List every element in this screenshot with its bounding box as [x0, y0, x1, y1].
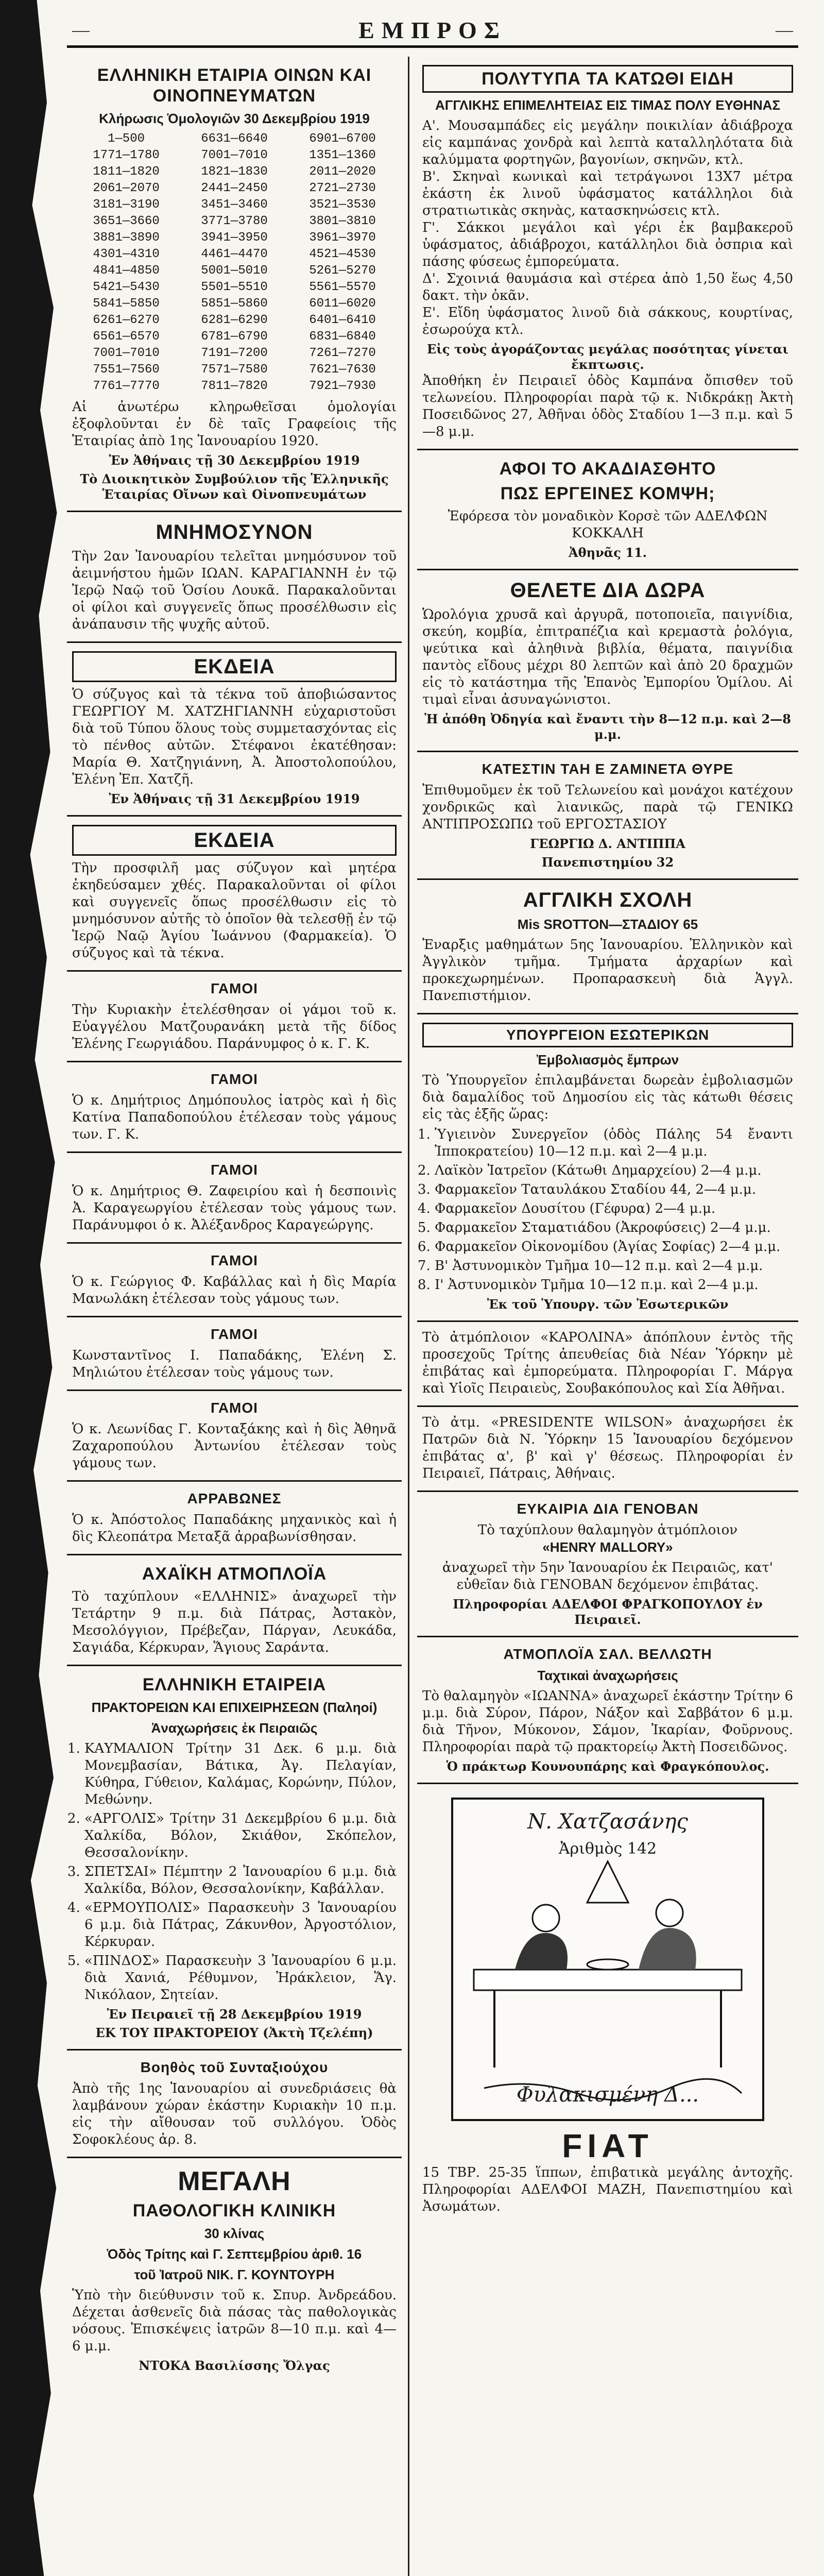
memorial-text: Τὴν 2αν Ἰανουαρίου τελεῖται μνημόσυνον τοῦ ἀειμνήστου ἡμῶν ΙΩΑΝ. ΚΑΡΑΓΙΑΝΝΗ ἐν τῷ Ἱερῷ Ναῷ τοῦ Ὁσίου Λουκᾶ. Παρακαλοῦνται οἱ φίλοι καὶ συγγενεῖς ὅπως προσέλθωσιν εἰς ἀνάπαυσιν τῆς ψυχῆς αὐτοῦ. — [72, 549, 397, 632]
bond-range: 5561—5570 — [309, 280, 376, 294]
bond-range: 2061—2070 — [93, 181, 160, 195]
engagement-text: Ὁ κ. Ἀπόστολος Παπαδάκης μηχανικὸς καὶ ἡ δὶς Κλεοπάτρα Μεταξᾶ ἀρραβωνίσθησαν. — [72, 1512, 397, 1545]
wedding-text: Ὁ κ. Γεώργιος Φ. Καβάλλας καὶ ἡ δὶς Μαρία Μανωλάκη ἐτέλεσαν τοὺς γάμους των. — [72, 1274, 397, 1307]
bond-range: 7761—7770 — [93, 379, 160, 393]
bond-range: 2441—2450 — [201, 181, 268, 195]
left-column — [67, 57, 402, 2576]
wine-board: Τὸ Διοικητικὸν Συμβούλιον τῆς Ἑλληνικῆς Ἑταιρίας Οἴνων καὶ Οἰνοπνευμάτων — [80, 471, 389, 502]
masthead — [67, 15, 798, 48]
corset-ad — [417, 450, 798, 570]
death-title: ΕΚΔΕΙΑ — [72, 651, 397, 682]
bond-range: 6631—6640 — [201, 132, 268, 146]
gifts-address: Ἡ ἀπόθη Ὀδηγία καὶ ἔναντι τὴν 8—12 π.μ. καὶ 2—8 μ.μ. — [424, 711, 791, 742]
wedding-text: Τὴν Κυριακὴν ἐτελέσθησαν οἱ γάμοι τοῦ κ. Εὐαγγέλου Ματζουρανάκη μετὰ τῆς δίδος Ἑλένης Γεωργιάδου. Παράνυμφος ὁ κ. Γ. Κ. — [72, 1002, 397, 1052]
wedding-notice — [67, 1062, 402, 1153]
cellars-text: Ἐπιθυμοῦμεν ἐκ τοῦ Τελωνείου καὶ μονάχοι κατέχουν χονδρικῶς καὶ λιανικῶς, παρὰ τῷ ΓΕΝΙΚΩ ΑΝΤΙΠΡΟΣΩΠΩ τοῦ ΕΡΓΟΣΤΑΣΙΟΥ — [422, 783, 793, 832]
hellenic-agency: ΕΚ ΤΟΥ ΠΡΑΚΤΟΡΕΙΟΥ (Ἀκτὴ Τζελέπη) — [95, 2025, 373, 2040]
corset-subtitle: ΠΩΣ ΕΡΓΕΙΝΕΣ ΚΟΜΨΗ; — [500, 484, 715, 503]
bond-row — [72, 329, 397, 345]
bond-range: 7621—7630 — [309, 363, 376, 377]
bond-range: 6281—6290 — [201, 313, 268, 327]
wedding-title: ΓΑΜΟΙ — [211, 1071, 258, 1087]
gifts-title: ΘΕΛΕΤΕ ΔΙΑ ΔΩΡΑ — [510, 579, 706, 602]
bond-range: 4461—4470 — [201, 247, 268, 261]
carpets-title: ΠΟΛΥΤΥΠΑ ΤΑ ΚΑΤΩΘΙ ΕΙΔΗ — [422, 65, 793, 93]
ministry-sign: Ἐκ τοῦ Ὑπουργ. τῶν Ἐσωτερικῶν — [487, 1297, 729, 1312]
achaiki-title: ΑΧΑΪΚΗ ΑΤΜΟΠΛΟΪΑ — [142, 1564, 327, 1584]
fiat-ad — [417, 1784, 798, 2224]
pensioner-title: Βοηθὸς τοῦ Συνταξιούχου — [140, 2059, 329, 2075]
wine-note: Αἱ ἀνωτέρω κληρωθεῖσαι ὁμολογίαι ἐξοφλοῦνται ἐν δὲ ταῖς Γραφείοις τῆς Ἑταιρίας ἀπὸ 1ης Ἰανουαρίου 1920. — [72, 399, 397, 449]
bond-range: 4521—4530 — [309, 247, 376, 261]
genoa-agent: Πληροφορίαι ΑΔΕΛΦΟΙ ΦΡΑΓΚΟΠΟΥΛΟΥ ἐν Πειραιεῖ. — [453, 1597, 763, 1627]
vaccination-item: 4. Φαρμακεῖον Δουσίτου (Γέφυρα) 2—4 μ.μ. — [435, 1200, 793, 1217]
hellenic-agencies-ad — [67, 1666, 402, 2050]
bellot-steamship-ad — [417, 1637, 798, 1784]
memorial-title: ΜΝΗΜΟΣΥΝΟΝ — [156, 521, 313, 544]
fiat-title: FIAT — [562, 2127, 654, 2164]
wedding-notice — [67, 1244, 402, 1317]
carpets-item: Γ'. Σάκκοι μεγάλοι καὶ γέρι ἐκ βαμβακεροῦ ὑφάσματος, ἀδιάβροχοι, κατάλληλοι διὰ ὀσπρια καὶ πάσης φύσεως ἐμπορεύματα. — [422, 220, 793, 269]
bond-row — [72, 197, 397, 213]
carpets-subtitle: ΑΓΓΛΙΚΗΣ ΕΠΙΜΕΛΗΤΕΙΑΣ ΕΙΣ ΤΙΜΑΣ ΠΟΛΥ ΕΥΘΗΝΑΣ — [435, 97, 781, 113]
genoa-title: ΕΥΚΑΙΡΙΑ ΔΙΑ ΓΕΝΟΒΑΝ — [517, 1501, 699, 1517]
bond-range: 7571—7580 — [201, 363, 268, 377]
bond-range: 6261—6270 — [93, 313, 160, 327]
carpets-item: Α'. Μουσαμπάδες εἰς μεγάλην ποικιλίαν ἀδιάβροχα εἰς καμπάνας χονδρὰ καὶ λεπτὰ καταλληλότατα διὰ καλύμματα φορτηγῶν, βαγονίων, σκηνῶν, κτλ. — [422, 118, 793, 167]
bond-range: 6561—6570 — [93, 330, 160, 344]
column-divider — [408, 57, 409, 2576]
fiat-illustration — [451, 1798, 764, 2121]
corset-text: Ἐφόρεσα τὸν μοναδικὸν Κορσὲ τῶν ΑΔΕΛΦΩΝ ΚΟΚΚΑΛΗ — [448, 509, 768, 541]
vaccination-item: 3. Φαρμακεῖον Ταταυλάκου Σταδίου 44, 2—4 μ.μ. — [435, 1181, 793, 1198]
cellars-sign: ΓΕΩΡΓΙΩ Δ. ΑΝΤΙΠΠΑ — [530, 836, 685, 851]
bond-row — [72, 147, 397, 164]
bond-range: 1—500 — [107, 132, 145, 146]
clinic-subtitle: ΠΑΘΟΛΟΓΙΚΗ ΚΛΙΝΙΚΗ — [132, 2201, 336, 2221]
bond-row — [72, 164, 397, 180]
bellot-text: Τὸ θαλαμηγὸν «ΙΩΑΝΝΑ» ἀναχωρεῖ ἑκάστην Τρίτην 6 μ.μ. διὰ Σύρον, Πάρον, Νάξον καὶ Σαββάτον 6 μ.μ. διὰ Τῆνον, Μύκονον, Σάμον, Ἰκαρίαν, Φοῦρνους. Πληροφορίαι παρὰ τῷ πρακτορείῳ Ἀκτὴ Ποσειδῶνος. — [422, 1688, 793, 1755]
vaccination-item: 6. Φαρμακεῖον Οἰκονομίδου (Ἀγίας Σοφίας) 2—4 μ.μ. — [435, 1239, 793, 1256]
bond-row — [72, 263, 397, 279]
achaiki-steamship-ad — [67, 1555, 402, 1666]
wedding-title: ΓΑΜΟΙ — [211, 1162, 258, 1178]
bond-row — [72, 296, 397, 312]
wilson-ad — [417, 1407, 798, 1492]
bond-range: 3521—3530 — [309, 198, 376, 212]
clinic-title: ΜΕΓΑΛΗ — [178, 2166, 291, 2196]
bond-range: 5421—5430 — [93, 280, 160, 294]
genoa-text: Τὸ ταχύπλουν θαλαμηγὸν ἀτμόπλοιον — [477, 1522, 738, 1538]
wedding-notice — [67, 1391, 402, 1482]
departure-item: 4. «ΕΡΜΟΥΠΟΛΙΣ» Παρασκευὴν 3 Ἰανουαρίου 6 μ.μ. διὰ Πάτρας, Ζάκυνθον, Ἀργοστόλιον, Κέρκυραν. — [84, 1900, 397, 1951]
corset-address: Ἀθηνᾶς 11. — [569, 545, 647, 560]
masthead-title: ΕΜΠΡΟΣ — [358, 17, 507, 43]
wedding-title: ΓΑΜΟΙ — [211, 1252, 258, 1268]
bond-range: 5501—5510 — [201, 280, 268, 294]
death-notice — [67, 643, 402, 817]
english-school-ad — [417, 880, 798, 1014]
genoa-detail: ἀναχωρεῖ τὴν 5ην Ἰανουαρίου ἐκ Πειραιῶς, κατ' εὐθεῖαν διὰ ΓΕΝΟΒΑΝ δεχόμενον ἐπιβάτας. — [442, 1560, 773, 1592]
engagement-notice — [67, 1482, 402, 1555]
bond-row — [72, 230, 397, 246]
cellars-address: Πανεπιστημίου 32 — [541, 855, 674, 870]
bond-range: 2721—2730 — [309, 181, 376, 195]
wedding-text: Ὁ κ. Λεωνίδας Γ. Κονταξάκης καὶ ἡ δὶς Ἀθηνᾶ Ζαχαροπούλου Ἀντωνίου ἐτέλεσαν τοὺς γάμους των. — [72, 1421, 397, 1471]
wedding-title: ΓΑΜΟΙ — [211, 1400, 258, 1416]
vaccination-item: 1. Ὑγιεινὸν Συνεργεῖον (ὁδὸς Πάλης 54 ἔναντι Ἰπποκρατείου) 10—12 π.μ. καὶ 2—4 μ.μ. — [435, 1126, 793, 1160]
bond-range: 7191—7200 — [201, 346, 268, 360]
departure-item: 2. «ΑΡΓΟΛΙΣ» Τρίτην 31 Δεκεμβρίου 6 μ.μ. διὰ Χαλκίδα, Βόλον, Σκιάθον, Σκόπελον, Θεσσαλονίκην. — [84, 1810, 397, 1861]
clinic-director: τοῦ Ἰατροῦ ΝΙΚ. Γ. ΚΟΥΝΤΟΥΡΗ — [134, 2267, 335, 2282]
departure-list — [72, 1740, 397, 2004]
bond-range: 5001—5010 — [201, 264, 268, 278]
wedding-text: Κωνσταντῖνος Ι. Παπαδάκης, Ἑλένη Σ. Μηλιώτου ἐτέλεσαν τοὺς γάμους των. — [72, 1348, 397, 1380]
fiat-text: 15 ΤΒΡ. 25-35 ἵππων, ἐπιβατικὰ μεγάλης ἀντοχῆς. Πληροφορίαι ΑΔΕΛΦΟΙ ΜΑΖΗ, Πανεπιστημίου καὶ Ἀσωμάτων. — [422, 2165, 793, 2214]
hellenic-title: ΕΛΛΗΝΙΚΗ ΕΤΑΙΡΕΙΑ — [142, 1675, 327, 1694]
bond-range: 5841—5850 — [93, 297, 160, 311]
carpets-item: Δ'. Σχοινιά θαυμάσια καὶ στέρεα ἀπὸ 1,50 ἕως 4,50 δακτ. τὴν ὀκᾶν. — [422, 271, 793, 303]
bond-range: 3451—3460 — [201, 198, 268, 212]
ministry-text: Τὸ Ὑπουργεῖον ἐπιλαμβάνεται δωρεὰν ἐμβολιασμῶν διὰ δαμαλίδος τοῦ Δημοσίου εἰς τὰς κάτωθι θέσεις εἰς τὰς ἑξῆς ὥρας: — [422, 1073, 793, 1122]
bond-row — [72, 345, 397, 362]
bond-range: 3941—3950 — [201, 231, 268, 245]
carpets-store: Ἀποθήκη ἐν Πειραιεῖ ὁδὸς Καμπάνα ὄπισθεν τοῦ τελωνείου. Πληροφορίαι παρὰ τῷ κ. Νιδκράκῃ Ἀκτὴ Ποσειδῶνος 27, Ἀθῆναι ὁδὸς Σταδίου 1—3 π.μ. καὶ 5—8 μ.μ. — [422, 373, 793, 439]
school-teacher: Mis SROTTON—ΣΤΑΔΙΟΥ 65 — [517, 917, 698, 932]
right-column — [417, 57, 798, 2576]
bond-range: 7921—7930 — [309, 379, 376, 393]
bond-range: 1811—1820 — [93, 165, 160, 179]
bond-range: 6901—6700 — [309, 132, 376, 146]
death-notice — [67, 817, 402, 972]
wedding-title: ΓΑΜΟΙ — [211, 1326, 258, 1342]
bond-range: 1821—1830 — [201, 165, 268, 179]
carpets-item: Β'. Σκηναὶ κωνικαὶ καὶ τετράγωνοι 13Χ7 μέτρα ἐκάστη ἐκ λινοῦ ὑφάσματος κατάλληλοι διὰ στρατιωτικὰς σκηνὰς, κατασκηνώσεις κτλ. — [422, 169, 793, 218]
karolina-text: Τὸ ἀτμόπλοιον «ΚΑΡΟΛΙΝΑ» ἀπόπλουν ἐντὸς τῆς προσεχοῦς Τρίτης ἀπευθείας διὰ Νέαν Ὑόρκην μὲ ἐπιβάτας καὶ ἐμπορεύματα. Πληροφορίαι Γ. Μάργα καὶ Υἱοῖς Πειραιεὺς, Σουβακόπουλος καὶ Σία Ἀθῆναι. — [422, 1330, 793, 1396]
wedding-notice — [67, 1317, 402, 1391]
clinic-beds: 30 κλίνας — [204, 2226, 265, 2241]
bond-row — [72, 362, 397, 378]
wedding-notice — [67, 972, 402, 1062]
vaccination-list — [422, 1126, 793, 1294]
bellot-extra: Ὁ πράκτωρ Κουνουπάρης καὶ Φραγκόπουλος. — [446, 1759, 769, 1774]
cellars-ad — [417, 752, 798, 880]
departure-item: 1. ΚΑΥΜΑΛΙΟΝ Τρίτην 31 Δεκ. 6 μ.μ. διὰ Μονεμβασίαν, Βάτικα, Ἀγ. Πελαγίαν, Κύθηρα, Γύθειον, Καλάμας, Κορώνην, Πύλον, Μεθώνην. — [84, 1740, 397, 1808]
death-text: Ὁ σύζυγος καὶ τὰ τέκνα τοῦ ἀποβιώσαντος ΓΕΩΡΓΙΟΥ Μ. ΧΑΤΖΗΓΙΑΝΝΗ εὐχαριστοῦσι διὰ τοῦ Τύπου ὅλους τοὺς συμμετασχόντας εἰς τὸ πένθος αὐτῶν. Στέφανοι ἐκατέθησαν: Μαρία Θ. Χατζηγιάννη, Ἀ. Ἀποστολοπούλου, Ἐλένη Ἐπ. Χατζῆ. — [72, 687, 397, 787]
bond-range: 6831—6840 — [309, 330, 376, 344]
pensioner-notice — [67, 2050, 402, 2158]
illustration-caption: Φυλακισμένη Δ... — [516, 2083, 699, 2107]
ministry-title: ΥΠΟΥΡΓΕΙΟΝ ΕΣΩΤΕΡΙΚΩΝ — [422, 1023, 793, 1047]
death-place: Ἐν Ἀθήναις τῇ 31 Δεκεμβρίου 1919 — [109, 791, 360, 806]
wedding-text: Ὁ κ. Δημήτριος Θ. Ζαφειρίου καὶ ἡ δεσποινὶς Ἀ. Καραγεωργίου ἐτέλεσαν τοὺς γάμους των. Παράνυμφοι ὁ κ. Ἀλέξανδρος Καραγεώργης. — [72, 1183, 397, 1233]
engagement-title: ΑΡΡΑΒΩΝΕΣ — [187, 1490, 282, 1506]
carpets-ad — [417, 57, 798, 450]
hellenic-date: Ἐν Πειραιεῖ τῇ 28 Δεκεμβρίου 1919 — [107, 2007, 362, 2022]
bond-range: 3651—3660 — [93, 214, 160, 228]
karolina-ad — [417, 1322, 798, 1407]
gifts-ad — [417, 570, 798, 752]
wine-date: Ἐν Ἀθήναις τῇ 30 Δεκεμβρίου 1919 — [109, 453, 360, 468]
genoa-ad — [417, 1492, 798, 1637]
bond-range: 1351—1360 — [309, 148, 376, 162]
vaccination-item: 5. Φαρμακεῖον Σταματιάδου (Ἀκροφύσεις) 2—4 μ.μ. — [435, 1219, 793, 1236]
bond-range: 1771—1780 — [93, 148, 160, 162]
ministry-notice — [417, 1014, 798, 1322]
carpets-buy: Εἰς τοὺς ἀγοράζοντας μεγάλας ποσότητας γίνεται ἔκπτωσις. — [427, 342, 788, 372]
clinic-text: Ὑπὸ τὴν διεύθυνσιν τοῦ κ. Σπυρ. Ἀνδρεάδου. Δέχεται ἀσθενεῖς διὰ πάσας τὰς παθολογικὰς νόσους. Ἐπισκέψεις ἰατρῶν 8—10 π.μ. καὶ 4—6 μ.μ. — [72, 2287, 397, 2354]
carpets-item: Ε'. Εἴδη ὑφάσματος λινοῦ διὰ σάκκους, κουρτίνας, ἐσωρούχα κτλ. — [422, 305, 793, 337]
bond-range: 3181—3190 — [93, 198, 160, 212]
vaccination-item: 7. Β' Ἀστυνομικὸν Τμῆμα 10—12 π.μ. καὶ 2—4 μ.μ. — [435, 1258, 793, 1275]
corset-title: ΑΦΟΙ ΤΟ ΑΚΑΔΙΑΣΘΗΤΟ — [499, 459, 716, 479]
bond-row — [72, 180, 397, 197]
bellot-title: ΑΤΜΟΠΛΟΪΑ ΣΑΛ. ΒΕΛΛΩΤΗ — [503, 1646, 712, 1662]
gifts-text: Ὡρολόγια χρυσᾶ καὶ ἀργυρᾶ, ποτοποιεῖα, παιγνίδια, σκεύη, κομβία, ἐπιτραπέζια καὶ κρεμαστὰ ῥολόγια, ψεύτικα καὶ ἀληθινὰ βιβλία, θέματα, παιγνίδια παντὸς εἴδους μέχρι 80 λεπτῶν καὶ ἀπὸ 20 δραχμῶν εἰς τὸ κατάστημα τῆς Ἐπανὸς Ἐμπορίου Ὁμίλου. Αἱ τιμαὶ εἶναι ἀσυναγώνιστοι. — [422, 607, 793, 707]
bond-range: 3771—3780 — [201, 214, 268, 228]
illustration-signature: Ν. Χατζασάνης — [527, 1810, 688, 1834]
bond-range: 6401—6410 — [309, 313, 376, 327]
bond-range: 5851—5860 — [201, 297, 268, 311]
bond-range: 7261—7270 — [309, 346, 376, 360]
bond-row — [72, 378, 397, 395]
school-text: Ἐναρξις μαθημάτων 5ης Ἰανουαρίου. Ἑλληνικὸν καὶ Ἀγγλικὸν τμῆμα. Τμήματα ἀρχαρίων καὶ προκεχωρημένων. Προπαρασκευὴ διὰ Ἁγγλ. Πανεπιστήμιον. — [422, 937, 793, 1004]
wine-title: ΕΛΛΗΝΙΚΗ ΕΤΑΙΡΙΑ ΟΙΝΩΝ ΚΑΙ ΟΙΝΟΠΝΕΥΜΑΤΩΝ — [97, 65, 372, 106]
clinic-footer: ΝΤΟΚΑ Βασιλίσσης Ὄλγας — [139, 2358, 330, 2373]
bond-row — [72, 131, 397, 147]
wedding-title: ΓΑΜΟΙ — [211, 980, 258, 996]
departure-item: 5. «ΠΙΝΔΟΣ» Παρασκευὴν 3 Ἰανουαρίου 6 μ.μ. διὰ Χανιά, Ρέθυμνον, Ἡράκλειον, Ἅγ. Νικόλαον, Σητείαν. — [84, 1953, 397, 2004]
bond-range: 2011—2020 — [309, 165, 376, 179]
masthead-left: — — [72, 21, 90, 40]
bond-range: 7551—7560 — [93, 363, 160, 377]
bond-range: 4301—4310 — [93, 247, 160, 261]
bond-range: 7811—7820 — [201, 379, 268, 393]
wine-company-notice — [67, 57, 402, 512]
bond-range: 3881—3890 — [93, 231, 160, 245]
vaccination-item: 8. Ι' Ἀστυνομικὸν Τμῆμα 10—12 π.μ. καὶ 2—4 μ.μ. — [435, 1277, 793, 1294]
bond-range: 6781—6790 — [201, 330, 268, 344]
torn-paper-edge — [0, 0, 67, 2576]
hellenic-subtitle: ΠΡΑΚΤΟΡΕΙΩΝ ΚΑΙ ΕΠΙΧΕΙΡΗΣΕΩΝ (Παληοί) — [91, 1700, 377, 1715]
death-text: Τὴν προσφιλῆ μας σύζυγον καὶ μητέρα ἐκηδεύσαμεν χθές. Παρακαλοῦνται οἱ φίλοι καὶ συγγενεῖς ὅπως προσέλθωσιν εἰς τὸ μνημόσυνον αὐτῆς τὸ ὁποῖον θὰ τελεσθῇ ἐν τῷ Ἱερῷ Ναῷ Ἁγίου Ἰωάννου (Φαρμακεία). Ὁ σύζυγος καὶ τὰ τέκνα. — [72, 860, 397, 961]
bellot-heading: Ταχτικαὶ ἀναχωρήσεις — [537, 1668, 678, 1683]
pensioner-text: Ἀπὸ τῆς 1ης Ἰανουαρίου αἱ συνεδριάσεις θὰ λαμβάνουν χώραν ἑκάστην Κυριακὴν 10 π.μ. εἰς τὴν αἴθουσαν τοῦ συλλόγου. Ὁδὸς Σοφοκλέους ἀρ. 8. — [72, 2081, 397, 2147]
achaiki-text: Τὸ ταχύπλουν «ΕΛΛΗΝΙΣ» ἀναχωρεῖ τὴν Τετάρτην 9 π.μ. διὰ Πάτρας, Ἀστακὸν, Μεσολόγγιον, Πρέβεζαν, Πάργαν, Λευκάδα, Σαγιάδα, Κέρκυραν, Ἅγιους Σαράντα. — [72, 1589, 397, 1655]
bond-row — [72, 312, 397, 329]
masthead-right: — — [776, 21, 793, 40]
hellenic-heading: Ἀναχωρήσεις ἐκ Πειραιῶς — [151, 1720, 318, 1736]
bond-row — [72, 246, 397, 263]
wilson-text: Τὸ ἀτμ. «PRESIDENTE WILSON» ἀναχωρήσει ἐκ Πατρῶν διὰ Ν. Ὑόρκην 15 Ἰανουαρίου δεχόμενον ἐπιβάτας α', β' καὶ γ' θέσεως. Πληροφορίαι ἐν Πειραιεῖ, Πάτραις, Ἀθήναις. — [422, 1415, 793, 1481]
bond-range: 6011—6020 — [309, 297, 376, 311]
bond-range: 4841—4850 — [93, 264, 160, 278]
cellars-title: ΚΑΤΕΣΤΙΝ ΤΑΗ Ε ΖΑΜΙΝΕΤΑ ΘΥΡΕ — [482, 761, 734, 777]
wine-intro: Κλήρωσις Ὁμολογιῶν 30 Δεκεμβρίου 1919 — [99, 111, 370, 126]
bond-range: 7001—7010 — [201, 148, 268, 162]
clinic-ad — [67, 2158, 402, 2382]
departure-item: 3. ΣΠΕΤΣΑΙ» Πέμπτην 2 Ἰανουαρίου 6 μ.μ. διὰ Χαλκίδα, Βόλον, Θεσσαλονίκην, Καβάλλαν. — [84, 1863, 397, 1897]
bond-range: 3961—3970 — [309, 231, 376, 245]
wedding-text: Ὁ κ. Δημήτριος Δημόπουλος ἰατρὸς καὶ ἡ δὶς Κατίνα Παπαδοπούλου ἐτέλεσαν τοὺς γάμους των. Γ. Κ. — [72, 1093, 397, 1142]
wedding-notice — [67, 1153, 402, 1244]
clinic-address: Ὁδὸς Τρίτης καὶ Γ. Σεπτεμβρίου ἀριθ. 16 — [107, 2246, 362, 2262]
bond-number-table — [72, 131, 397, 395]
vaccination-item: 2. Λαϊκὸν Ἰατρεῖον (Κάτωθι Δημαρχείου) 2—4 μ.μ. — [435, 1162, 793, 1179]
illustration-number: Ἀριθμὸς 142 — [558, 1840, 657, 1858]
school-title: ΑΓΓΛΙΚΗ ΣΧΟΛΗ — [523, 889, 693, 911]
death-title: ΕΚΔΕΙΑ — [72, 825, 397, 856]
memorial-notice — [67, 512, 402, 643]
genoa-ship: «HENRY MALLORY» — [542, 1539, 673, 1555]
bond-range: 3801—3810 — [309, 214, 376, 228]
bond-range: 7001—7010 — [93, 346, 160, 360]
bond-row — [72, 213, 397, 230]
bond-range: 5261—5270 — [309, 264, 376, 278]
bond-row — [72, 279, 397, 296]
ministry-heading: Ἐμβολιασμὸς ἔμπρων — [536, 1052, 679, 1067]
